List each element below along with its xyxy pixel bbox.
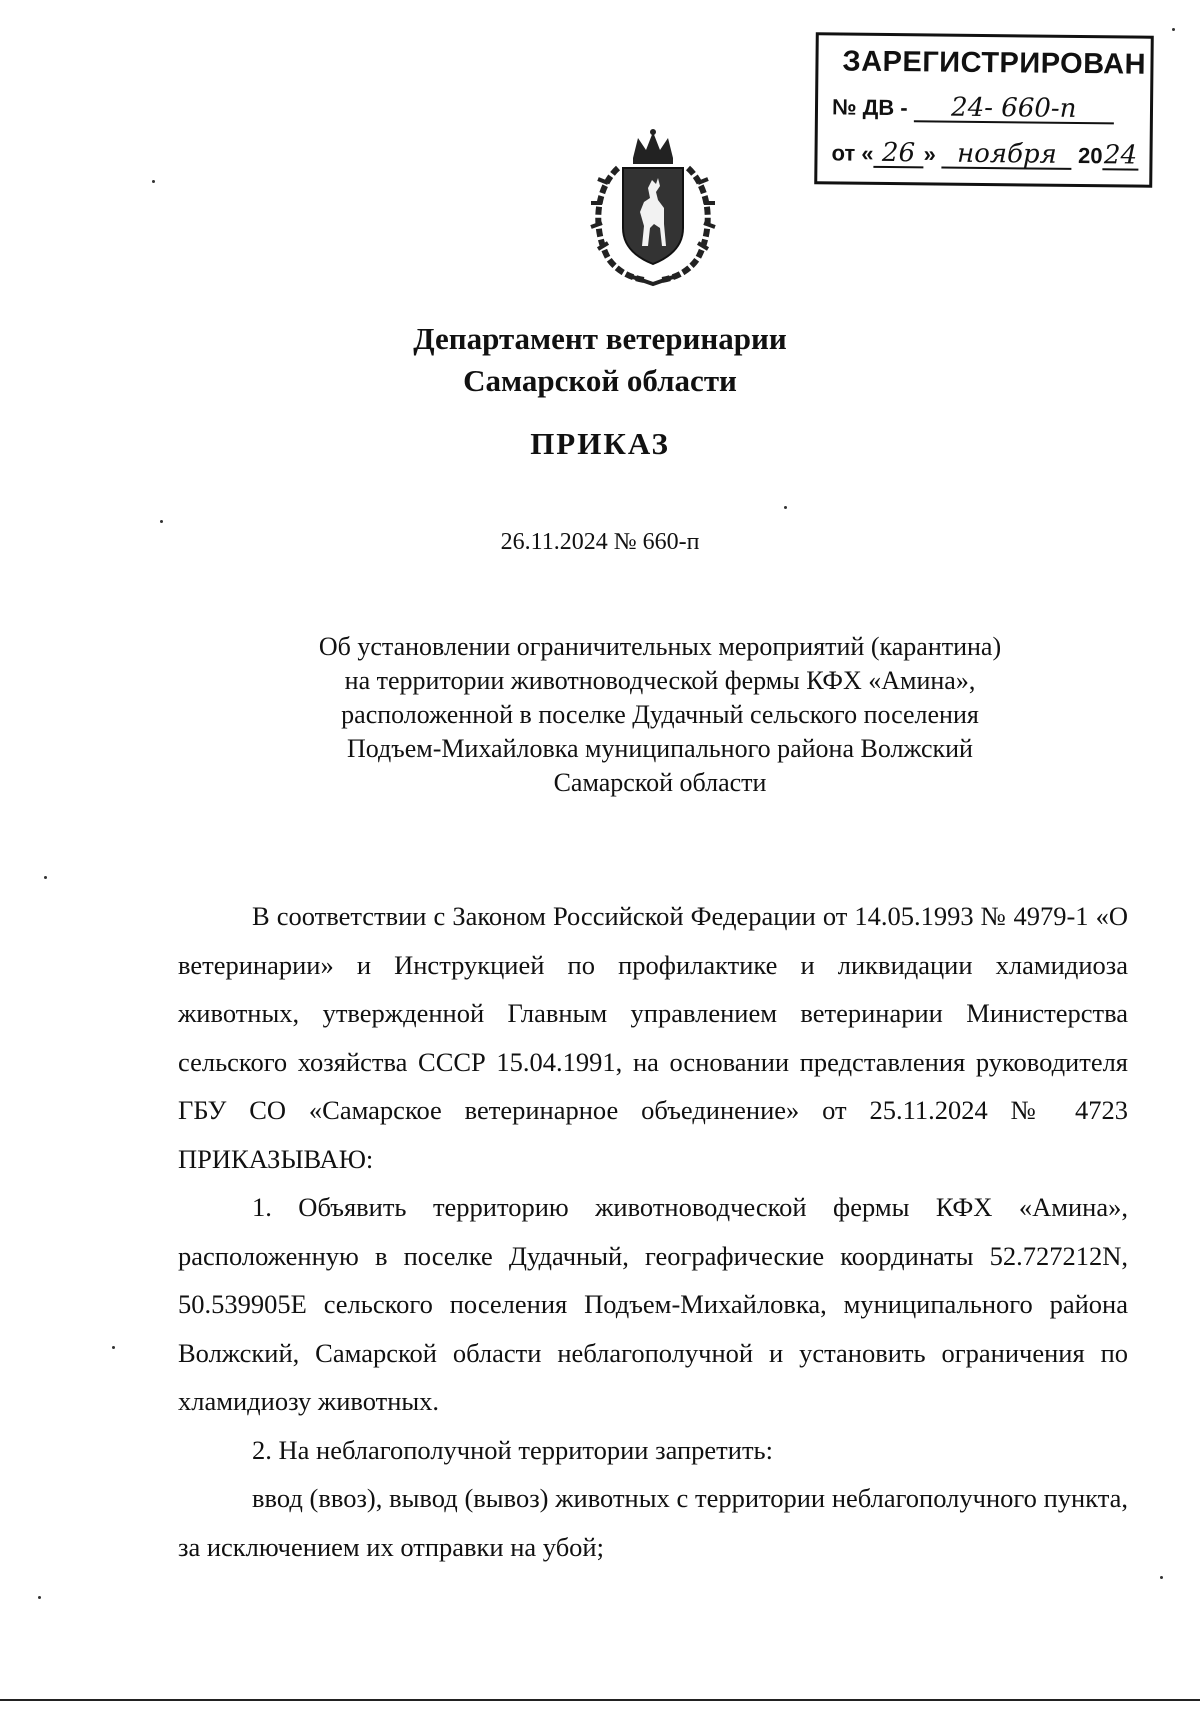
scan-speck — [784, 506, 787, 509]
coat-of-arms-emblem — [578, 128, 728, 288]
stamp-date-mid: » — [923, 141, 936, 167]
scan-speck — [112, 1346, 115, 1349]
subject-line: Самарской области — [553, 768, 767, 797]
scan-speck — [160, 520, 163, 523]
stamp-number-prefix: № ДВ - — [831, 94, 908, 121]
subject-line: на территории животноводческой фермы КФХ «Амина», — [344, 666, 976, 695]
body-paragraph-item-1: 1. Объявить территорию животноводческой фермы КФХ «Амина», расположенную в поселке Дудачный, географические координаты 52.727212N, 50.539905E сельского поселения Подъем-Михайловка, муниципального района Волжский, Самарской области неблагополучной и установить ограничения по хламидиозу животных. — [178, 1192, 1128, 1416]
stamp-day-handwritten: 26 — [873, 140, 923, 169]
document-body — [178, 892, 1128, 1571]
stamp-number-handwritten: 24- 660-п — [914, 94, 1114, 124]
body-paragraph-item-2-restriction: ввод (ввоз), вывод (вывоз) животных с территории неблагополучного пункта, за исключением их отправки на убой; — [178, 1483, 1128, 1562]
document-subject — [240, 630, 1080, 800]
scan-speck — [44, 876, 47, 879]
stamp-year-handwritten: 24 — [1103, 140, 1138, 171]
department-name-line2: Самарской области — [463, 363, 737, 398]
stamp-date-prefix: от « — [831, 140, 874, 166]
scan-bottom-edge — [0, 1699, 1200, 1701]
registration-stamp — [814, 32, 1154, 188]
subject-line: расположенной в поселке Дудачный сельского поселения — [341, 700, 979, 729]
stamp-year-prefix: 20 — [1077, 142, 1103, 169]
scan-speck — [152, 180, 155, 183]
scan-speck — [1172, 28, 1175, 31]
stamp-date-row — [831, 139, 1138, 170]
subject-line: Об установлении ограничительных мероприятий (карантина) — [318, 632, 1002, 661]
stamp-number-row — [832, 93, 1114, 124]
scan-speck — [1160, 1576, 1163, 1579]
department-name-line1: Департамент ветеринарии — [413, 321, 787, 356]
stamp-title: ЗАРЕГИСТРИРОВАН — [842, 45, 1147, 81]
document-type: ПРИКАЗ — [530, 426, 670, 461]
stamp-month-handwritten: ноября — [942, 141, 1072, 170]
subject-line: Подъем-Михайловка муниципального района Волжский — [347, 734, 973, 763]
body-paragraph-item-2: 2. На неблагополучной территории запретить: — [252, 1434, 773, 1465]
scan-speck — [38, 1596, 41, 1599]
document-date-number: 26.11.2024 № 660-п — [500, 529, 700, 555]
department-name — [0, 318, 1200, 402]
body-paragraph-preamble: В соответствии с Законом Российской Федерации от 14.05.1993 № 4979-1 «О ветеринарии» и Инструкцией по профилактике и ликвидации хламидиоза животных, утвержденной Главным управлением ветеринарии Министерства сельского хозяйства СССР 15.04.1991, на основании представления руководителя ГБУ СО «Самарское ветеринарное объединение» от 25.11.2024 № 4723 ПРИКАЗЫВАЮ: — [178, 901, 1128, 1174]
